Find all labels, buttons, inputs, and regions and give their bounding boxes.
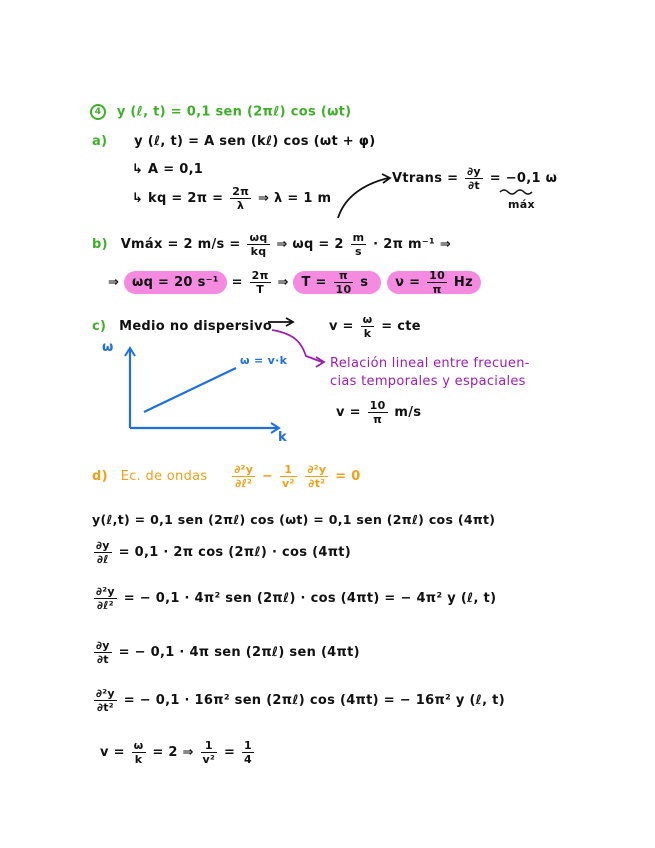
d-line2: $\frac{\partial y}{\text{∂ℓ}}$ = 0,1 · 2π cos (2πℓ) · cos (4πt): [96, 539, 352, 566]
d-line5: $\frac{\text{∂²y}}{\text{∂t²}}$ = − 0,1 · 16π² sen (2πℓ) cos (4πt) = − 16π² y (ℓ, t): [96, 687, 505, 714]
amplitude-line: ↳ A = 0,1: [132, 162, 204, 177]
problem-title: y (ℓ, t) = 0,1 sen (2πℓ) cos (ωt): [116, 104, 352, 120]
phase-velocity-fraction: $\frac{\omega}{k}$: [362, 313, 373, 340]
line2-arrow: ⇒: [108, 275, 120, 290]
part-c-label: c): [92, 319, 107, 334]
vmax-fraction: $\frac{\omega q}{kq}$: [249, 231, 268, 258]
wave-term2: $\frac{1}{\text{v²}}$: [282, 463, 295, 490]
non-dispersive-text: Medio no dispersivo: [119, 319, 273, 334]
period-arrow: ⇒: [277, 275, 289, 290]
vtrans-lhs: Vtrans =: [392, 171, 459, 186]
part-a-label: a): [92, 134, 108, 149]
part-b-label: b): [92, 237, 108, 252]
general-solution: y (ℓ, t) = A sen (kℓ) cos (ωt + φ): [134, 134, 376, 149]
vtrans-rhs: = −0,1 ω: [489, 171, 558, 186]
vmax-mid: ⇒ ωq = 2: [276, 237, 344, 252]
wave-term1: $\frac{\text{∂²y}}{\text{∂ℓ²}}$: [234, 463, 254, 490]
right-arrow-c: [268, 318, 293, 326]
k-rhs: ⇒ λ = 1 m: [258, 191, 332, 206]
d-line3: $\frac{\text{∂²y}}{\text{∂ℓ²}}$ = − 0,1 · 4π² sen (2πℓ) · cos (4πt) = − 4π² y (ℓ, t): [96, 585, 497, 612]
omega-eq: =: [231, 275, 243, 290]
d-line1: y(ℓ,t) = 0,1 sen (2πℓ) cos (ωt) = 0,1 sen (2πℓ) cos (4πt): [92, 512, 496, 527]
phase-velocity-rhs: = cte: [381, 319, 421, 334]
graph-x-label: k: [278, 430, 287, 445]
frequency-highlight: ν = $\frac{10}{\pi}$ Hz: [387, 271, 481, 294]
graph-line-label: ω = v·k: [240, 354, 288, 367]
vtrans-max-sub: máx: [508, 198, 535, 211]
vmax-lhs: Vmáx = 2 m/s =: [120, 237, 241, 252]
omega-highlight: ωq = 20 s⁻¹: [124, 271, 227, 294]
part-d-header: d) Ec. de ondas $\frac{\text{∂²y}}{\text{∂ℓ²}}$ − $\frac{1}{\text{v²}}$ $\frac{\text{∂²y}}{\text{∂t²}}$ = 0: [92, 463, 361, 490]
purple-connector: [272, 330, 322, 362]
note-line-2: cias temporales y espaciales: [330, 374, 526, 389]
d-line6: v = $\frac{\omega}{k}$ = 2 ⇒ $\frac{1}{\text{v²}}$ = $\frac{1}{4}$: [100, 739, 252, 766]
graph-y-label: ω: [102, 340, 114, 355]
phase-velocity-lhs: v =: [328, 319, 354, 334]
problem-number: 4: [90, 104, 106, 120]
curved-arrow-to-vtrans: [338, 178, 388, 218]
k-lhs: ↳ kq = 2π =: [132, 191, 224, 206]
velocity-value: v = $\frac{10}{\pi}$ m/s: [336, 399, 422, 426]
period-highlight: T = $\frac{\pi}{10}$ s: [293, 271, 381, 294]
d-line4: $\frac{\partial y}{\partial t}$ = − 0,1 · 4π sen (2πℓ) sen (4πt): [96, 639, 360, 666]
note-line-1: Relación lineal entre frecuen-: [330, 356, 530, 371]
squiggle-underline: [500, 190, 532, 194]
part-d-label: d): [92, 469, 108, 484]
wave-eq-title: Ec. de ondas: [120, 469, 208, 484]
vtrans-fraction: $\frac{\partial y}{\partial t}$: [467, 165, 481, 192]
unit-fraction: $\frac{m}{s}$: [352, 231, 365, 258]
vmax-rhs: · 2π m⁻¹ ⇒: [373, 237, 452, 252]
k-fraction: $\frac{2\pi}{\lambda}$: [232, 185, 250, 212]
period-fraction: $\frac{2\pi}{T}$: [251, 269, 269, 296]
wave-term3: $\frac{\text{∂²y}}{\text{∂t²}}$: [307, 463, 327, 490]
dispersion-line: [144, 368, 236, 412]
